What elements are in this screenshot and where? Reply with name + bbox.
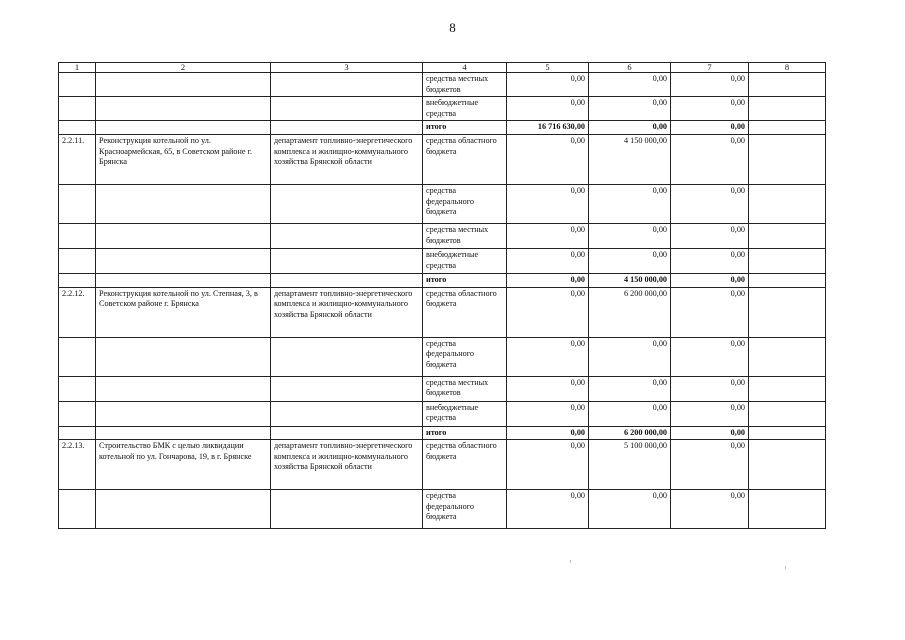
row-col6-value: 6 200 000,00 [589,287,671,337]
row-col8-value [749,490,826,529]
row-col8-value [749,401,826,426]
table-row [59,287,826,337]
row-code-cell [59,490,96,529]
row-source-cell: средства местных бюджетов [423,223,507,248]
row-col5-value: 0,00 [507,134,589,184]
row-col7-value: 0,00 [671,97,749,121]
table-row [59,223,826,248]
header-cell: 1 [59,63,96,73]
row-name-cell: Реконструкция котельной по ул. Степная, 3, в Советском районе г. Брянска [96,287,271,337]
row-col7-value: 0,00 [671,73,749,97]
row-col5-value: 0,00 [507,97,589,121]
row-code-cell [59,376,96,401]
row-col6-value: 4 150 000,00 [589,134,671,184]
header-cell: 4 [423,63,507,73]
row-source-cell: внебюджетные средства [423,97,507,121]
row-source-cell: внебюджетные средства [423,401,507,426]
row-col6-value: 0,00 [589,184,671,223]
page-number: 8 [449,20,456,35]
table-row [59,337,826,376]
row-col6-value: 0,00 [589,223,671,248]
row-col5-value: 0,00 [507,223,589,248]
row-department-cell: департамент топливно-энергетического комплекса и жилищно-коммунального хозяйства Брянской области [271,287,423,337]
row-col5-value: 0,00 [507,73,589,97]
row-col8-value [749,287,826,337]
budget-table [58,62,826,529]
row-department-cell [271,337,423,376]
row-code-cell [59,121,96,135]
row-name-cell [96,121,271,135]
row-name-cell: Строительство БМК с целью ликвидации котельной по ул. Гончарова, 19, в г. Брянске [96,440,271,490]
row-col6-value: 0,00 [589,401,671,426]
table-row [59,490,826,529]
row-department-cell [271,376,423,401]
row-code-cell: 2.2.13. [59,440,96,490]
row-col5-value: 0,00 [507,490,589,529]
header-cell: 3 [271,63,423,73]
row-col8-value [749,134,826,184]
row-col6-value: 4 150 000,00 [589,273,671,287]
row-code-cell: 2.2.12. [59,287,96,337]
row-col6-value: 0,00 [589,73,671,97]
row-col7-value: 0,00 [671,376,749,401]
row-department-cell [271,273,423,287]
row-source-cell: внебюджетные средства [423,248,507,273]
scan-artifact [785,566,786,569]
row-name-cell [96,426,271,440]
row-code-cell [59,337,96,376]
row-col8-value [749,121,826,135]
row-col8-value [749,184,826,223]
row-code-cell [59,248,96,273]
row-col6-value: 0,00 [589,97,671,121]
row-col6-value: 0,00 [589,121,671,135]
table-row [59,184,826,223]
row-col7-value: 0,00 [671,248,749,273]
table-row [59,401,826,426]
table-row [59,248,826,273]
table-body [59,73,826,529]
row-col8-value [749,73,826,97]
row-name-cell [96,337,271,376]
row-name-cell [96,248,271,273]
row-source-cell: итого [423,273,507,287]
row-code-cell [59,223,96,248]
row-source-cell: средства областного бюджета [423,134,507,184]
header-cell: 8 [749,63,826,73]
total-row [59,121,826,135]
row-code-cell [59,401,96,426]
row-department-cell [271,248,423,273]
row-name-cell: Реконструкция котельной по ул. Красноармейская, 65, в Советском районе г. Брянска [96,134,271,184]
row-col8-value [749,337,826,376]
row-code-cell [59,73,96,97]
table-row [59,134,826,184]
row-col7-value: 0,00 [671,223,749,248]
row-col8-value [749,376,826,401]
row-col6-value: 5 100 000,00 [589,440,671,490]
row-col8-value [749,440,826,490]
row-source-cell: средства федерального бюджета [423,337,507,376]
row-col8-value [749,273,826,287]
row-department-cell: департамент топливно-энергетического комплекса и жилищно-коммунального хозяйства Брянской области [271,134,423,184]
row-col5-value: 0,00 [507,184,589,223]
row-department-cell [271,223,423,248]
row-department-cell [271,490,423,529]
row-source-cell: средства федерального бюджета [423,184,507,223]
row-col8-value [749,223,826,248]
row-department-cell [271,73,423,97]
row-source-cell: итого [423,121,507,135]
row-col7-value: 0,00 [671,401,749,426]
row-col6-value: 0,00 [589,376,671,401]
row-code-cell [59,184,96,223]
row-name-cell [96,184,271,223]
header-row [59,63,826,73]
row-department-cell [271,97,423,121]
scan-artifact [570,560,571,563]
total-row [59,273,826,287]
total-row [59,426,826,440]
row-department-cell [271,426,423,440]
header-cell: 7 [671,63,749,73]
row-col7-value: 0,00 [671,440,749,490]
row-col6-value: 0,00 [589,490,671,529]
row-department-cell [271,401,423,426]
row-name-cell [96,376,271,401]
row-name-cell [96,490,271,529]
row-col5-value: 0,00 [507,426,589,440]
row-source-cell: средства федерального бюджета [423,490,507,529]
row-col7-value: 0,00 [671,490,749,529]
row-col5-value: 0,00 [507,440,589,490]
row-col7-value: 0,00 [671,134,749,184]
table-row [59,440,826,490]
row-col8-value [749,97,826,121]
row-col7-value: 0,00 [671,184,749,223]
table-row [59,97,826,121]
row-col5-value: 16 716 630,00 [507,121,589,135]
row-source-cell: итого [423,426,507,440]
row-col7-value: 0,00 [671,337,749,376]
row-col7-value: 0,00 [671,121,749,135]
row-code-cell [59,426,96,440]
row-col5-value: 0,00 [507,376,589,401]
row-col7-value: 0,00 [671,426,749,440]
row-code-cell [59,97,96,121]
row-name-cell [96,401,271,426]
table-row [59,73,826,97]
row-col6-value: 0,00 [589,337,671,376]
row-name-cell [96,223,271,248]
row-col7-value: 0,00 [671,273,749,287]
row-col7-value: 0,00 [671,287,749,337]
row-col5-value: 0,00 [507,337,589,376]
row-code-cell: 2.2.11. [59,134,96,184]
row-code-cell [59,273,96,287]
row-col8-value [749,248,826,273]
table-row [59,376,826,401]
row-source-cell: средства местных бюджетов [423,73,507,97]
header-cell: 2 [96,63,271,73]
header-cell: 5 [507,63,589,73]
row-col6-value: 6 200 000,00 [589,426,671,440]
row-name-cell [96,97,271,121]
row-department-cell [271,184,423,223]
row-col5-value: 0,00 [507,248,589,273]
row-col6-value: 0,00 [589,248,671,273]
row-name-cell [96,73,271,97]
row-source-cell: средства областного бюджета [423,287,507,337]
row-department-cell [271,121,423,135]
row-col8-value [749,426,826,440]
row-name-cell [96,273,271,287]
row-col5-value: 0,00 [507,273,589,287]
row-source-cell: средства областного бюджета [423,440,507,490]
row-col5-value: 0,00 [507,401,589,426]
row-source-cell: средства местных бюджетов [423,376,507,401]
row-col5-value: 0,00 [507,287,589,337]
header-cell: 6 [589,63,671,73]
row-department-cell: департамент топливно-энергетического комплекса и жилищно-коммунального хозяйства Брянской области [271,440,423,490]
